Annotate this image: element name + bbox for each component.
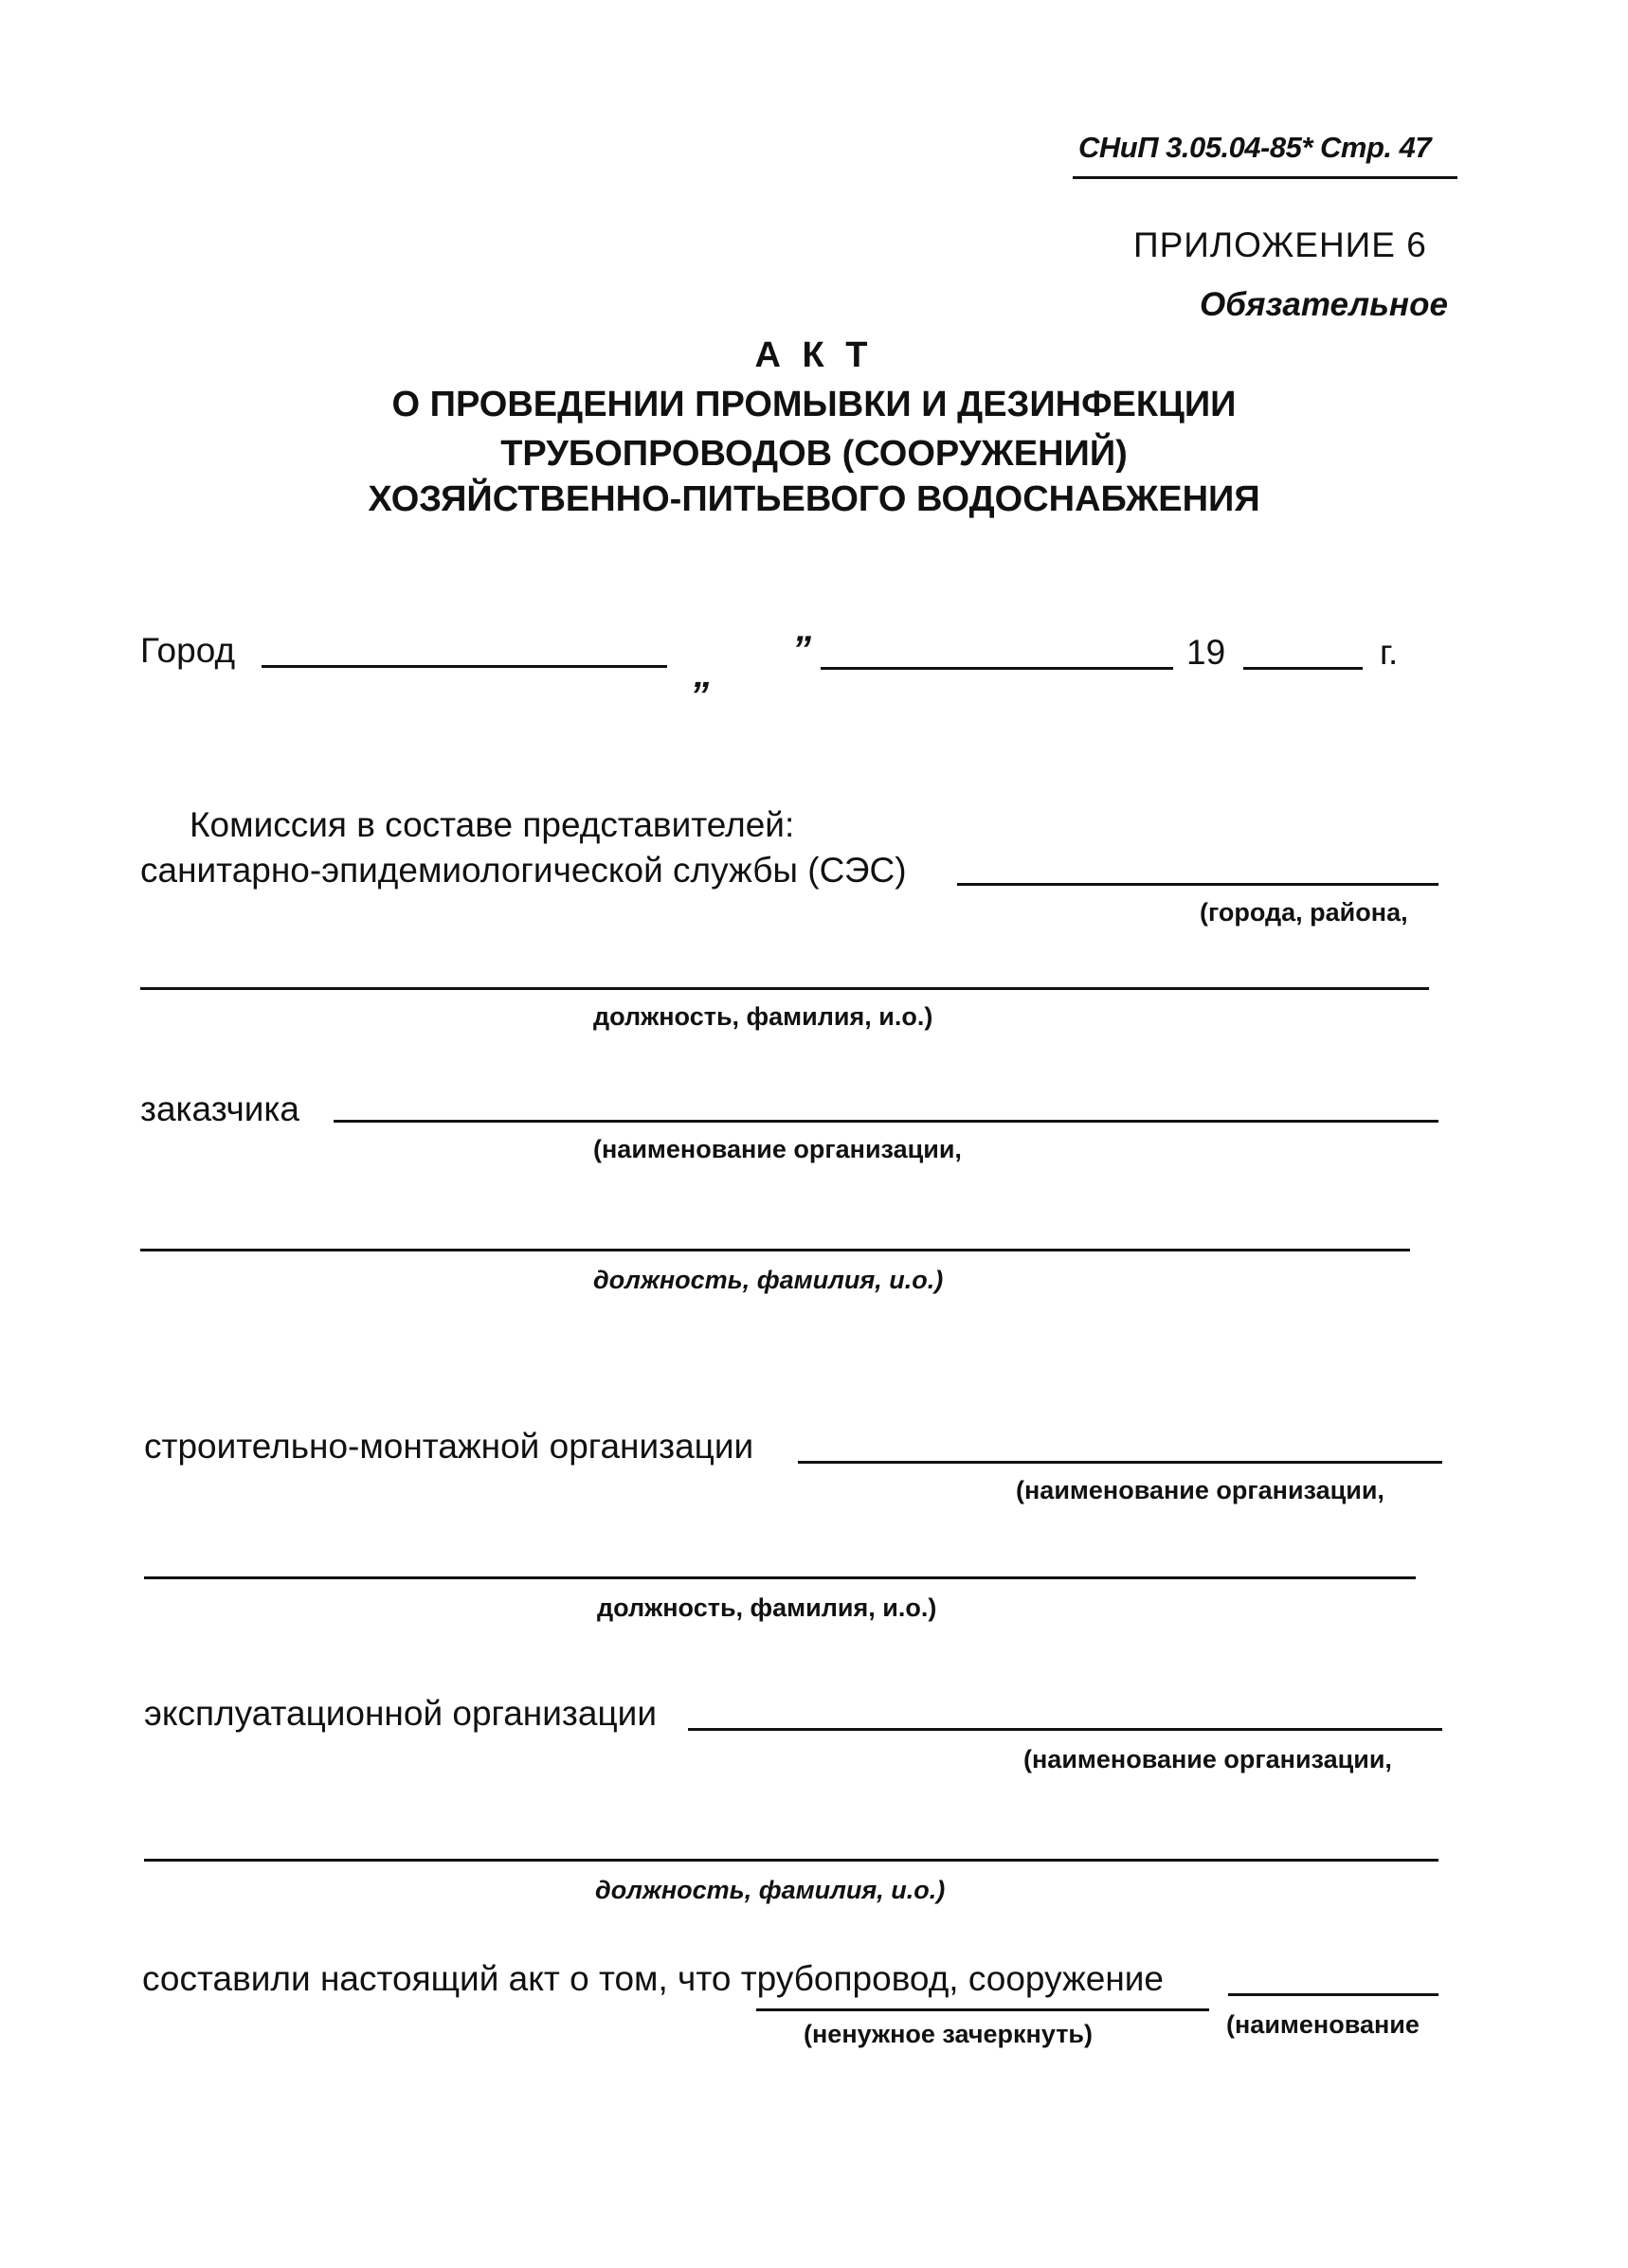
- ses-person-hint: должность, фамилия, и.о.): [593, 1002, 933, 1031]
- customer-person-hint: должность, фамилия, и.о.): [593, 1266, 944, 1294]
- quote-close: ”: [792, 629, 811, 671]
- customer-person-field[interactable]: [140, 1249, 1410, 1251]
- year-suffix: г.: [1380, 633, 1399, 672]
- customer-label: заказчика: [140, 1089, 299, 1128]
- act-subtitle-line2: ТРУБОПРОВОДОВ (СООРУЖЕНИЙ): [500, 434, 1128, 474]
- act-title: А К Т: [754, 335, 874, 375]
- statement-name-field[interactable]: [1228, 1993, 1438, 1996]
- header-underline: [1073, 176, 1457, 179]
- statement-text: составили настоящий акт о том, что трубопровод, сооружение: [142, 1959, 1165, 1998]
- construction-label: строительно-монтажной организации: [144, 1427, 754, 1466]
- statement-underline: [756, 2008, 1209, 2011]
- date-field[interactable]: [821, 667, 1173, 670]
- ses-label: санитарно-эпидемиологической службы (СЭС): [140, 851, 907, 890]
- customer-hint: (наименование организации,: [593, 1135, 962, 1163]
- construction-person-hint: должность, фамилия, и.о.): [597, 1593, 937, 1622]
- appendix-label: ПРИЛОЖЕНИЕ 6: [1133, 225, 1427, 264]
- construction-hint: (наименование организации,: [1016, 1476, 1384, 1504]
- appendix-status: Обязательное: [1200, 286, 1448, 323]
- act-subtitle-line3: ХОЗЯЙСТВЕННО-ПИТЬЕВОГО ВОДОСНАБЖЕНИЯ: [368, 479, 1260, 519]
- city-field[interactable]: [262, 665, 667, 668]
- construction-person-field[interactable]: [144, 1576, 1416, 1579]
- city-label: Город: [140, 631, 236, 670]
- operating-label: эксплуатационной организации: [144, 1694, 657, 1733]
- operating-person-field[interactable]: [144, 1859, 1438, 1862]
- operating-hint: (наименование организации,: [1023, 1745, 1392, 1773]
- year-prefix: 19: [1186, 633, 1226, 672]
- quote-open: „: [694, 654, 713, 695]
- operating-field[interactable]: [688, 1728, 1442, 1731]
- construction-field[interactable]: [798, 1461, 1442, 1464]
- ses-person-field[interactable]: [140, 987, 1429, 990]
- commission-intro: Комиссия в составе представителей:: [190, 805, 795, 844]
- operating-person-hint: должность, фамилия, и.о.): [595, 1876, 946, 1904]
- customer-field[interactable]: [334, 1120, 1438, 1123]
- ses-field[interactable]: [957, 883, 1438, 886]
- year-field[interactable]: [1243, 667, 1363, 670]
- ses-hint: (города, района,: [1200, 898, 1408, 927]
- document-reference: СНиП 3.05.04-85* Стр. 47: [1078, 131, 1432, 164]
- name-hint: (наименование: [1226, 2010, 1420, 2039]
- strike-hint: (ненужное зачеркнуть): [804, 2020, 1094, 2048]
- act-subtitle-line1: О ПРОВЕДЕНИИ ПРОМЫВКИ И ДЕЗИНФЕКЦИИ: [391, 385, 1237, 424]
